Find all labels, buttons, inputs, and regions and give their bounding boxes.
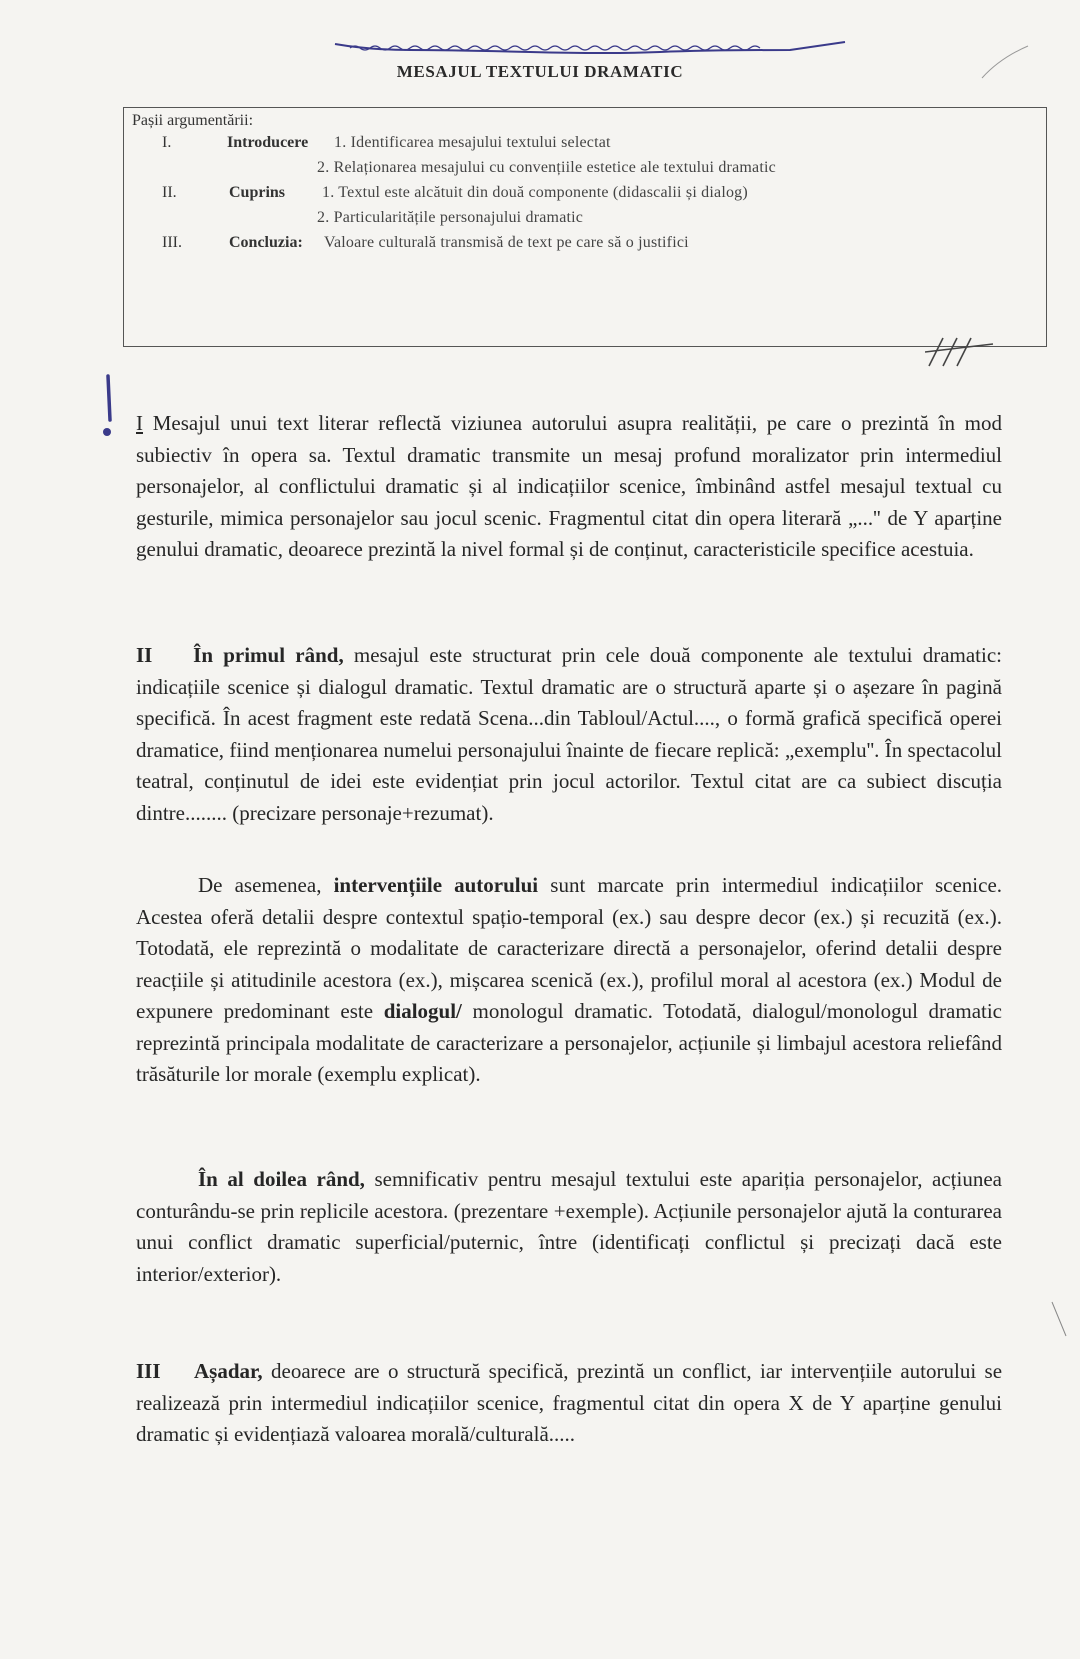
- paragraph-introduction: [136, 408, 1002, 566]
- step-numeral: III.: [162, 234, 182, 251]
- corner-pen-stroke: [980, 44, 1030, 80]
- paragraph-text: sunt marcate prin intermediul indicațiilor scenice. Acestea oferă detalii despre contextul spațio-temporal (ex.) sau despre decor (ex.) și recuzită (ex.). Totodată, ele reprezintă o modalitate de caracterizare directă a personajelor, oferind detalii despre reacțiile și atitudinile acestora (ex.), mișcarea scenică (ex.), profilul moral al acestora (ex.) Modul de expunere predominant este: [136, 873, 1003, 1023]
- paragraph-lead: În al doilea rând,: [198, 1167, 365, 1191]
- step-item: Valoare culturală transmisă de text pe care să o justifici: [324, 234, 689, 251]
- step-item: 2. Relaționarea mesajului cu convențiile estetice ale textului dramatic: [317, 159, 776, 176]
- page-title: MESAJUL TEXTULUI DRAMATIC: [396, 62, 684, 81]
- triple-slash-mark: [925, 330, 995, 370]
- exclamation-pen-mark: [96, 372, 124, 442]
- pen-scribble-mark: [330, 36, 850, 62]
- section-marker: II: [136, 643, 153, 667]
- paragraph-cuprins-3: [136, 1164, 1002, 1290]
- margin-pen-stroke: [1050, 1300, 1070, 1340]
- section-marker: I: [136, 411, 143, 435]
- step-numeral: I.: [162, 134, 172, 151]
- section-marker: III: [136, 1359, 161, 1383]
- paragraph-lead: În primul rând,: [193, 643, 344, 667]
- paragraph-text: mesajul este structurat prin cele două componente ale textului dramatic: indicațiile scenice și dialogul dramatic. Textul dramatic are o structură aparte și o așezare în pagină specifică. În acest fragment este redată Scena...din Tabloul/Actul...., o formă grafică specifică operei dramatice, fiind menționarea numelui personajului înainte de fiecare replică: „exemplu''. În spectacolul teatral, conținutul de idei este evidențiat prin jocul actorilor. Textul citat are ca subiect discuția dintre........ (precizare personaje+rezumat).: [136, 643, 1002, 825]
- paragraph-text: semnificativ pentru mesajul textului este apariția personajelor, acțiunea conturându-se prin replicile acestora. (prezentare +exemple). Acțiunile personajelor ajută la conturarea unui conflict dramatic superficial/puternic, între (identificați conflictul și precizați dacă este interior/exterior).: [136, 1167, 1002, 1286]
- step-item: 1. Identificarea mesajului textului selectat: [334, 134, 611, 151]
- step-label: Concluzia:: [229, 234, 303, 251]
- paragraph-start: De asemenea,: [198, 873, 322, 897]
- step-cuprins: [124, 184, 1044, 234]
- paragraph-lead: Așadar,: [193, 1359, 263, 1383]
- paragraph-text: deoarece are o structură specifică, prezintă un conflict, iar intervențiile autorului se realizează prin intermediul indicațiilor scenice, fragmentul citat din opera X de Y aparține genului dramatic și evidențiază valoarea morală/culturală.....: [136, 1359, 1003, 1446]
- paragraph-bold-term: dialogul/: [383, 999, 462, 1023]
- paragraph-text: Mesajul unui text literar reflectă viziunea autorului asupra realității, pe care o prezintă în mod subiectiv în opera sa. Textul dramatic transmite un mesaj profund moralizator prin intermediul personajelor, al conflictului dramatic și al indicațiilor scenice, îmbinând astfel mesajul textual cu gesturile, mimica personajelor sau jocul scenic. Fragmentul citat din opera literară „...'' de Y aparține genului dramatic, deoarece prezintă la nivel formal și de conținut, caracteristicile specifice acestuia.: [136, 411, 1003, 561]
- paragraph-cuprins-1: [136, 640, 1002, 829]
- step-label: Cuprins: [229, 184, 286, 201]
- step-item: 1. Textul este alcătuit din două componente (didascalii și dialog): [322, 184, 748, 201]
- step-introducere: [124, 134, 1044, 184]
- step-item: 2. Particularitățile personajului dramatic: [317, 209, 584, 226]
- step-label: Introducere: [227, 134, 309, 151]
- step-numeral: II.: [162, 184, 177, 201]
- paragraph-text: monologul dramatic. Totodată, dialogul/monologul dramatic reprezintă principala modalitate de caracterizare a personajelor, acțiunile și limbajul acestora reliefând trăsăturile lor morale (exemplu explicat).: [136, 999, 1003, 1086]
- step-concluzia: [124, 234, 1044, 260]
- steps-heading: Pașii argumentării:: [132, 112, 254, 129]
- paragraph-cuprins-2: [136, 870, 1002, 1091]
- argument-steps-box: [123, 107, 1047, 347]
- paragraph-concluzie: [136, 1356, 1002, 1451]
- paragraph-lead: intervențiile autorului: [333, 873, 539, 897]
